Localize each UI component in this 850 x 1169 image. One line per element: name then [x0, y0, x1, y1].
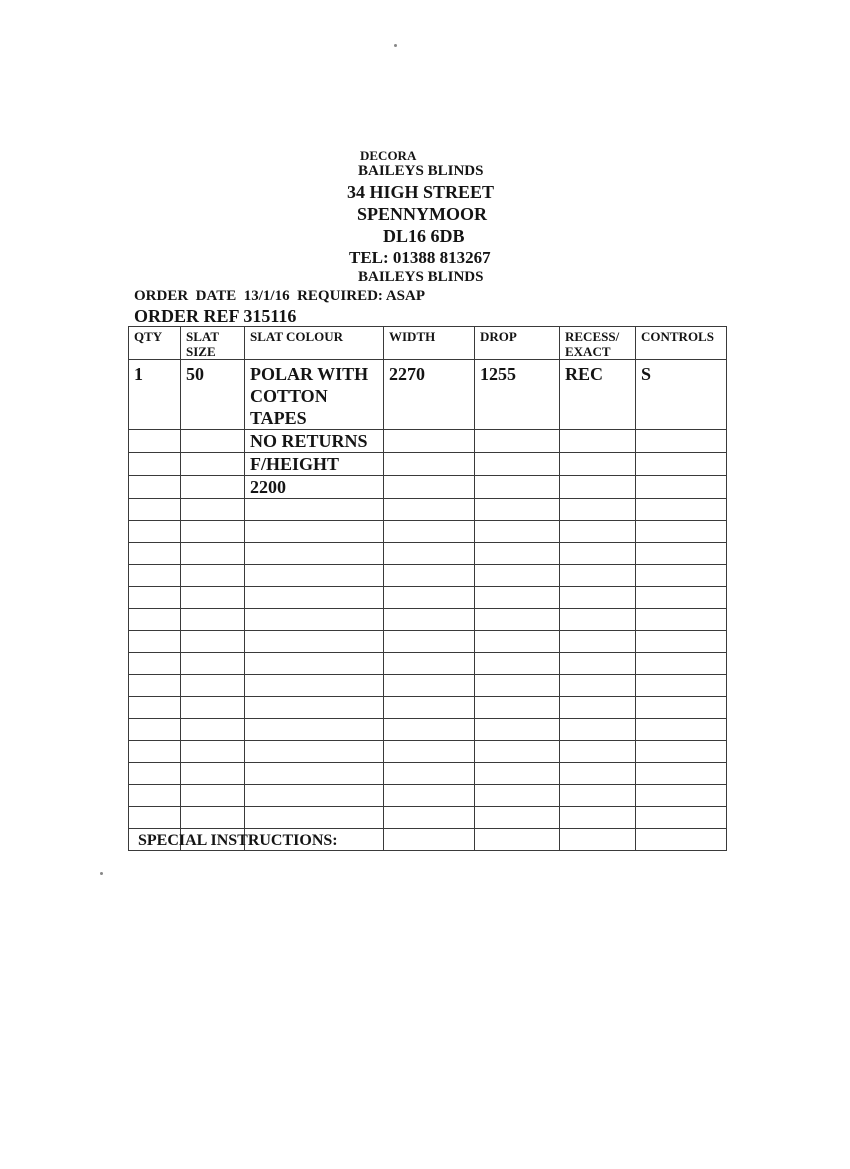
cell-controls — [636, 543, 727, 565]
cell-drop — [475, 719, 560, 741]
cell-slat-size — [181, 719, 245, 741]
company-name: BAILEYS BLINDS — [358, 163, 484, 179]
table-row — [129, 785, 727, 807]
cell-slat-colour — [245, 543, 384, 565]
cell-recess — [560, 785, 636, 807]
cell-slat-colour — [245, 565, 384, 587]
column-header-recess: RECESS/ EXACT — [560, 327, 636, 360]
cell-width — [384, 829, 475, 851]
cell-slat-colour — [245, 587, 384, 609]
cell-width — [384, 609, 475, 631]
cell-slat-colour — [245, 653, 384, 675]
cell-recess — [560, 476, 636, 499]
cell-controls — [636, 430, 727, 453]
table-row — [129, 697, 727, 719]
cell-drop — [475, 741, 560, 763]
cell-drop — [475, 565, 560, 587]
cell-drop — [475, 653, 560, 675]
cell-recess — [560, 430, 636, 453]
table-row — [129, 476, 727, 499]
address-postcode: DL16 6DB — [383, 226, 465, 246]
cell-qty — [129, 499, 181, 521]
cell-qty — [129, 453, 181, 476]
table-row — [129, 360, 727, 430]
cell-recess — [560, 829, 636, 851]
cell-qty — [129, 763, 181, 785]
cell-recess — [560, 719, 636, 741]
table-row — [129, 741, 727, 763]
cell-recess — [560, 453, 636, 476]
cell-slat-colour — [245, 697, 384, 719]
cell-qty — [129, 587, 181, 609]
cell-controls — [636, 521, 727, 543]
cell-slat-size — [181, 785, 245, 807]
cell-controls — [636, 697, 727, 719]
cell-drop — [475, 631, 560, 653]
column-header-controls: CONTROLS — [636, 327, 727, 360]
cell-width — [384, 521, 475, 543]
cell-drop — [475, 453, 560, 476]
cell-drop — [475, 521, 560, 543]
cell-width — [384, 499, 475, 521]
cell-width — [384, 719, 475, 741]
cell-qty — [129, 697, 181, 719]
cell-drop — [475, 785, 560, 807]
table-row — [129, 453, 727, 476]
order-table — [128, 326, 727, 851]
cell-slat-size — [181, 499, 245, 521]
cell-recess — [560, 697, 636, 719]
cell-slat-size — [181, 430, 245, 453]
cell-slat-size — [181, 741, 245, 763]
cell-slat-size — [181, 565, 245, 587]
cell-slat-size — [181, 543, 245, 565]
cell-width — [384, 807, 475, 829]
cell-width — [384, 631, 475, 653]
cell-drop — [475, 829, 560, 851]
cell-slat-size — [181, 521, 245, 543]
cell-width — [384, 763, 475, 785]
cell-drop — [475, 587, 560, 609]
table-row — [129, 587, 727, 609]
cell-qty — [129, 430, 181, 453]
cell-recess — [560, 675, 636, 697]
table-row — [129, 499, 727, 521]
cell-controls — [636, 631, 727, 653]
column-header-slat-size: SLAT SIZE — [181, 327, 245, 360]
cell-qty — [129, 521, 181, 543]
cell-drop — [475, 543, 560, 565]
cell-drop — [475, 675, 560, 697]
cell-slat-size: 50 — [181, 360, 245, 430]
table-row — [129, 675, 727, 697]
cell-width — [384, 653, 475, 675]
table-row — [129, 719, 727, 741]
column-header-qty: QTY — [129, 327, 181, 360]
column-header-slat-colour: SLAT COLOUR — [245, 327, 384, 360]
cell-qty — [129, 609, 181, 631]
cell-controls: S — [636, 360, 727, 430]
cell-recess — [560, 565, 636, 587]
scan-speck — [100, 872, 103, 875]
cell-width — [384, 543, 475, 565]
cell-slat-colour — [245, 719, 384, 741]
cell-drop — [475, 499, 560, 521]
cell-slat-colour — [245, 807, 384, 829]
cell-qty — [129, 631, 181, 653]
cell-qty — [129, 653, 181, 675]
cell-qty — [129, 741, 181, 763]
cell-slat-colour — [245, 521, 384, 543]
cell-qty: 1 — [129, 360, 181, 430]
company-name-repeat: BAILEYS BLINDS — [358, 269, 484, 285]
cell-slat-colour — [245, 609, 384, 631]
cell-qty — [129, 476, 181, 499]
cell-slat-colour: F/HEIGHT — [245, 453, 384, 476]
table-row — [129, 763, 727, 785]
cell-controls — [636, 453, 727, 476]
cell-slat-colour — [245, 675, 384, 697]
table-header-row — [129, 327, 727, 360]
cell-drop — [475, 476, 560, 499]
cell-width: 2270 — [384, 360, 475, 430]
cell-drop — [475, 763, 560, 785]
cell-slat-colour: POLAR WITH COTTON TAPES — [245, 360, 384, 430]
cell-controls — [636, 719, 727, 741]
cell-slat-size — [181, 653, 245, 675]
cell-slat-colour — [245, 499, 384, 521]
cell-controls — [636, 763, 727, 785]
cell-drop: 1255 — [475, 360, 560, 430]
cell-slat-size — [181, 697, 245, 719]
table-row — [129, 653, 727, 675]
cell-controls — [636, 565, 727, 587]
cell-qty — [129, 675, 181, 697]
cell-slat-size — [181, 675, 245, 697]
table-row — [129, 609, 727, 631]
cell-qty — [129, 543, 181, 565]
cell-slat-colour — [245, 763, 384, 785]
cell-controls — [636, 829, 727, 851]
cell-width — [384, 675, 475, 697]
cell-controls — [636, 476, 727, 499]
address-street: 34 HIGH STREET — [347, 182, 495, 202]
cell-recess — [560, 807, 636, 829]
cell-qty — [129, 719, 181, 741]
cell-recess: REC — [560, 360, 636, 430]
table-row — [129, 521, 727, 543]
cell-recess — [560, 543, 636, 565]
cell-slat-colour: NO RETURNS — [245, 430, 384, 453]
table-row — [129, 631, 727, 653]
cell-slat-colour: 2200 — [245, 476, 384, 499]
cell-width — [384, 453, 475, 476]
column-header-width: WIDTH — [384, 327, 475, 360]
table-row — [129, 807, 727, 829]
column-header-drop: DROP — [475, 327, 560, 360]
order-ref: ORDER REF 315116 — [134, 306, 297, 326]
order-date-line: ORDER DATE 13/1/16 REQUIRED: ASAP — [134, 288, 425, 304]
cell-width — [384, 430, 475, 453]
special-instructions-label: SPECIAL INSTRUCTIONS: — [138, 832, 338, 849]
table-row — [129, 430, 727, 453]
address-town: SPENNYMOOR — [357, 204, 487, 224]
table-row — [129, 543, 727, 565]
cell-drop — [475, 430, 560, 453]
cell-recess — [560, 499, 636, 521]
cell-slat-colour — [245, 785, 384, 807]
cell-drop — [475, 807, 560, 829]
cell-width — [384, 785, 475, 807]
cell-width — [384, 565, 475, 587]
cell-slat-size — [181, 631, 245, 653]
cell-slat-colour — [245, 631, 384, 653]
cell-recess — [560, 653, 636, 675]
scan-speck — [394, 44, 397, 47]
cell-qty — [129, 785, 181, 807]
cell-recess — [560, 631, 636, 653]
cell-recess — [560, 609, 636, 631]
cell-drop — [475, 697, 560, 719]
cell-drop — [475, 609, 560, 631]
cell-controls — [636, 609, 727, 631]
cell-recess — [560, 587, 636, 609]
cell-slat-colour — [245, 741, 384, 763]
cell-slat-size — [181, 587, 245, 609]
cell-recess — [560, 741, 636, 763]
cell-controls — [636, 741, 727, 763]
cell-width — [384, 697, 475, 719]
cell-controls — [636, 653, 727, 675]
cell-controls — [636, 499, 727, 521]
cell-controls — [636, 675, 727, 697]
brand-name: DECORA — [360, 148, 417, 163]
cell-slat-size — [181, 476, 245, 499]
cell-qty — [129, 565, 181, 587]
cell-slat-size — [181, 609, 245, 631]
cell-controls — [636, 587, 727, 609]
cell-slat-size — [181, 807, 245, 829]
table-row — [129, 565, 727, 587]
cell-recess — [560, 763, 636, 785]
cell-width — [384, 587, 475, 609]
cell-controls — [636, 785, 727, 807]
cell-slat-size — [181, 453, 245, 476]
cell-width — [384, 476, 475, 499]
cell-controls — [636, 807, 727, 829]
cell-slat-size — [181, 763, 245, 785]
telephone: TEL: 01388 813267 — [349, 248, 491, 267]
cell-recess — [560, 521, 636, 543]
cell-width — [384, 741, 475, 763]
cell-qty — [129, 807, 181, 829]
